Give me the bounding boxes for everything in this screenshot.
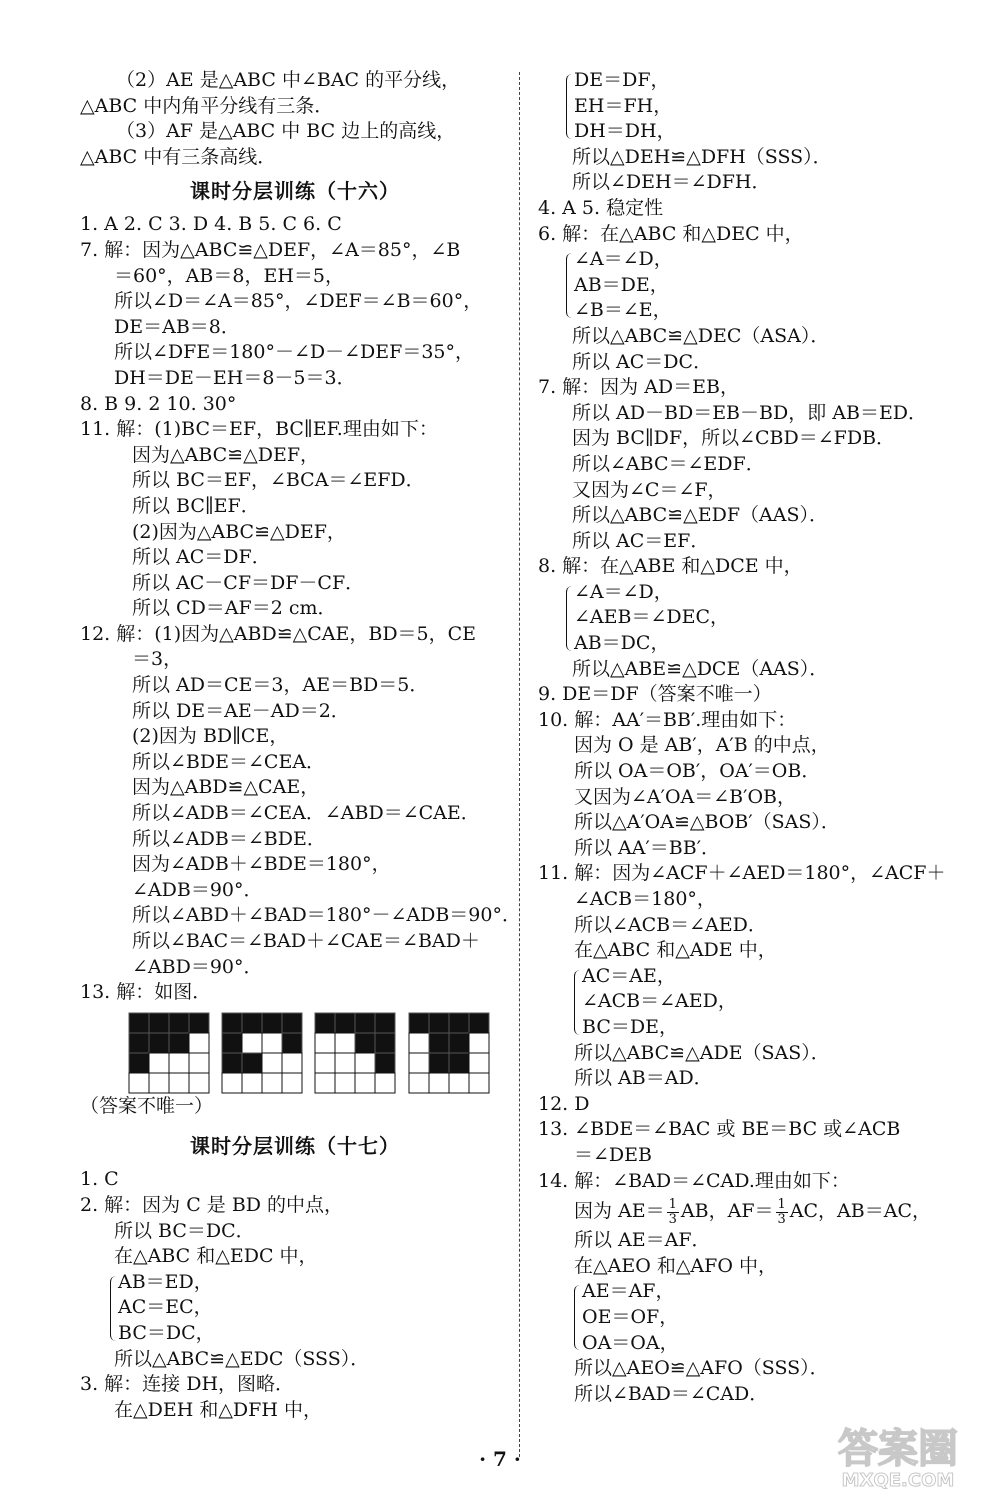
fraction-numerator: 1 <box>777 1196 786 1212</box>
grid-cell-filled <box>429 1053 449 1073</box>
grid-cell-filled <box>469 1013 489 1033</box>
grid-cell-filled <box>129 1013 149 1033</box>
text-line: DE＝AB＝8． <box>114 315 240 338</box>
text-line: 13. ∠BDE＝∠BAC 或 BE＝BC 或∠ACB <box>538 1118 901 1141</box>
grid-cell-filled <box>355 1013 375 1033</box>
text-line: 所以△ABC≌△ADE（SAS）． <box>574 1041 830 1064</box>
grid-cell-filled <box>282 1033 302 1053</box>
grid-cell-empty <box>189 1073 209 1093</box>
text-line: 9. DE＝DF（答案不唯一） <box>538 683 772 706</box>
text-line: 所以 OA＝OB′，OA′＝OB． <box>574 760 821 783</box>
grid-cell-empty <box>409 1053 429 1073</box>
text-line: 所以 BC∥EF． <box>132 494 260 517</box>
text-line: 在△ABC 和△ADE 中， <box>574 939 777 962</box>
section-heading-17: 课时分层训练（十七） <box>190 1134 400 1159</box>
text-line: 在△ABC 和△EDC 中， <box>114 1245 318 1268</box>
grid-cell-empty <box>469 1073 489 1093</box>
grid-cell-filled <box>409 1013 429 1033</box>
text-line: 8. 解：在△ABE 和△DCE 中， <box>538 555 803 578</box>
left-column <box>80 68 521 1423</box>
grid-cell-empty <box>282 1053 302 1073</box>
text-line: 所以 DE＝AE－AD＝2． <box>132 699 350 722</box>
grid-cell-empty <box>149 1053 169 1073</box>
text-line: 7. 解：因为 AD＝EB， <box>538 376 739 399</box>
text-line: (2)因为 BD∥CE， <box>132 725 289 748</box>
text-line: 所以∠BAC＝∠BAD＋∠CAE＝∠BAD＋ <box>132 930 480 952</box>
text-line: △ABC 中有三条高线． <box>80 145 277 168</box>
grid-figure-1 <box>128 1012 210 1094</box>
text-line: ∠ACB＝∠AED， <box>582 990 737 1013</box>
text-fragment: 因为 AE＝ <box>574 1200 665 1223</box>
grid-cell-empty <box>355 1053 375 1073</box>
text-line: 所以∠ADB＝∠BDE． <box>132 827 326 850</box>
grid-cell-empty <box>409 1073 429 1093</box>
text-line: 11. 解：(1)BC＝EF，BC∥EF.理由如下： <box>80 418 438 441</box>
text-line: AB＝DE， <box>574 273 669 296</box>
text-line: BC＝DC， <box>118 1321 215 1344</box>
grid-cell-filled <box>149 1013 169 1033</box>
text-line: 所以 AD－BD＝EB－BD，即 AB＝ED． <box>572 401 928 424</box>
grid-cell-filled <box>169 1013 189 1033</box>
grid-cell-filled <box>375 1053 395 1073</box>
grid-cell-empty <box>449 1073 469 1093</box>
text-line: ∠B＝∠E， <box>574 299 672 322</box>
grid-cell-empty <box>335 1073 355 1093</box>
watermark-url: MXQE.COM <box>841 1470 955 1490</box>
text-line: （2）AE 是△ABC 中∠BAC 的平分线， <box>116 69 461 91</box>
grid-cell-filled <box>262 1013 282 1033</box>
system-brace <box>576 964 978 1041</box>
grid-cell-filled <box>222 1053 242 1073</box>
grid-cell-empty <box>469 1033 489 1053</box>
system-brace <box>568 247 978 324</box>
grid-cell-empty <box>315 1053 335 1073</box>
text-line: 所以∠ABC＝∠EDF． <box>572 452 765 475</box>
text-fragment: AC，AB＝AC， <box>789 1200 931 1223</box>
watermark-svg <box>808 1418 988 1490</box>
grid-cell-empty <box>355 1073 375 1093</box>
text-line: 所以△ABC≌△EDC（SSS）． <box>114 1347 370 1370</box>
text-line: 所以∠ACB＝∠AED． <box>574 913 767 936</box>
text-line: 12. D <box>538 1092 590 1115</box>
text-line: △ABC 中内角平分线有三条． <box>80 94 334 117</box>
grid-cell-empty <box>189 1033 209 1053</box>
text-line: BC＝DE， <box>582 1015 678 1038</box>
grid-cell-empty <box>242 1033 262 1053</box>
text-line: DH＝DE－EH＝8－5＝3． <box>114 366 356 389</box>
text-line: 14. 解：∠BAD＝∠CAD.理由如下： <box>538 1169 850 1192</box>
text-line: AB＝ED， <box>118 1270 213 1293</box>
text-line: 12. 解：(1)因为△ABD≌△CAE，BD＝5，CE <box>80 622 477 645</box>
grid-cell-filled <box>222 1013 242 1033</box>
grid-cell-filled <box>222 1033 242 1053</box>
grid-cell-filled <box>449 1053 469 1073</box>
grid-cell-empty <box>409 1033 429 1053</box>
system-brace <box>112 1270 510 1347</box>
watermark-logo <box>808 1418 988 1490</box>
text-line: EH＝FH， <box>574 94 673 117</box>
text-line: 7. 解：因为△ABC≌△DEF，∠A＝85°，∠B <box>80 238 461 261</box>
text-line: 1. C <box>80 1168 119 1191</box>
text-line: 所以 AC＝EF． <box>572 529 710 552</box>
text-line: 因为 O 是 AB′，A′B 的中点， <box>574 734 830 757</box>
grid-svg <box>221 1012 303 1094</box>
text-line: ∠AEB＝∠DEC， <box>574 606 730 629</box>
system-brace <box>568 580 978 657</box>
text-line: 11. 解：因为∠ACF＋∠AED＝180°，∠ACF＋ <box>538 862 946 885</box>
text-line: 所以 AC＝DC． <box>572 350 713 373</box>
grid-cell-empty <box>282 1073 302 1093</box>
grid-cell-empty <box>222 1073 242 1093</box>
text-line: 所以∠BDE＝∠CEA． <box>132 750 326 773</box>
grid-cell-filled <box>129 1053 149 1073</box>
text-fragment: AB，AF＝ <box>680 1200 774 1223</box>
text-line: ＝∠DEB <box>574 1143 652 1166</box>
grid-cell-filled <box>335 1013 355 1033</box>
text-line: ∠ADB＝90°． <box>132 878 263 901</box>
text-line: 所以 BC＝EF，∠BCA＝∠EFD． <box>132 469 425 492</box>
text-line: 所以 AE＝AF． <box>574 1229 711 1252</box>
right-column <box>538 68 978 1407</box>
grid-figures <box>80 1006 510 1094</box>
grid-cell-filled <box>429 1033 449 1053</box>
text-line: DE＝DF， <box>574 69 670 91</box>
text-line: 所以 AC－CF＝DF－CF． <box>132 571 365 594</box>
grid-cell-filled <box>189 1013 209 1033</box>
grid-cell-filled <box>242 1053 262 1073</box>
text-line: ∠A＝∠D， <box>574 580 673 603</box>
grid-cell-empty <box>262 1073 282 1093</box>
fraction-denominator: 3 <box>668 1211 677 1227</box>
grid-cell-filled <box>242 1013 262 1033</box>
text-line: 所以∠DEH＝∠DFH． <box>572 171 771 194</box>
grid-cell-empty <box>169 1073 189 1093</box>
text-line: ＝60°，AB＝8，EH＝5， <box>114 264 344 287</box>
text-line: 所以△DEH≌△DFH（SSS）． <box>572 145 832 168</box>
grid-cell-filled <box>355 1033 375 1053</box>
text-line: 13. 解：如图． <box>80 981 212 1004</box>
text-line: ∠A＝∠D， <box>574 248 673 271</box>
grid-cell-empty <box>262 1033 282 1053</box>
grid-cell-filled <box>282 1013 302 1033</box>
grid-cell-filled <box>375 1033 395 1053</box>
grid-cell-empty <box>169 1053 189 1073</box>
watermark-text: 答案圈 <box>838 1426 958 1472</box>
text-line: 所以∠ADB＝∠CEA．∠ABD＝∠CAE． <box>132 802 480 825</box>
text-line: AB＝DC， <box>574 632 670 655</box>
text-line: ∠ABD＝90°． <box>132 955 263 978</box>
text-line: AC＝AE， <box>582 964 676 987</box>
text-line: 所以 AC＝DF． <box>132 546 271 569</box>
system-brace <box>568 68 978 145</box>
column-divider <box>519 72 520 1457</box>
grid-cell-empty <box>469 1053 489 1073</box>
grid-cell-filled <box>449 1013 469 1033</box>
grid-svg <box>128 1012 210 1094</box>
grid-cell-empty <box>335 1053 355 1073</box>
grid-cell-filled <box>169 1033 189 1053</box>
fraction-denominator: 3 <box>777 1211 786 1227</box>
text-line: (2)因为△ABC≌△DEF， <box>132 520 346 543</box>
text-line: 在△DEH 和△DFH 中， <box>114 1398 322 1421</box>
grid-figure-3 <box>314 1012 396 1094</box>
text-line: 3. 解：连接 DH，图略． <box>80 1373 295 1396</box>
grid-cell-empty <box>315 1073 335 1093</box>
grid-cell-empty <box>129 1073 149 1093</box>
text-line: 因为△ABC≌△DEF， <box>132 443 320 466</box>
text-line: 所以△A′OA≌△BOB′（SAS）． <box>574 811 840 834</box>
text-line: 在△AEO 和△AFO 中， <box>574 1254 777 1277</box>
grid-svg <box>314 1012 396 1094</box>
grid-note: （答案不唯一） <box>80 1094 214 1117</box>
text-line: 所以 AD＝CE＝3，AE＝BD＝5． <box>132 674 429 697</box>
grid-cell-filled <box>449 1033 469 1053</box>
section-heading-16: 课时分层训练（十六） <box>190 179 400 204</box>
text-line: DH＝DH， <box>574 120 676 143</box>
text-line: AC＝EC， <box>118 1296 213 1319</box>
text-line: 1. A 2. C 3. D 4. B 5. C 6. C <box>80 213 342 236</box>
text-line: 所以 AA′＝BB′． <box>574 836 721 859</box>
grid-cell-empty <box>335 1033 355 1053</box>
text-line: 所以 CD＝AF＝2 cm． <box>132 597 337 620</box>
grid-cell-empty <box>375 1073 395 1093</box>
text-line: 所以△ABE≌△DCE（AAS）． <box>572 657 829 680</box>
grid-cell-filled <box>429 1013 449 1033</box>
text-line: ＝3， <box>132 648 183 671</box>
text-line: 所以∠ABD＋∠BAD＝180°－∠ADB＝90°． <box>132 904 521 927</box>
fraction-one-third <box>667 1198 679 1227</box>
text-line: AE＝AF， <box>582 1280 675 1303</box>
grid-figure-2 <box>221 1012 303 1094</box>
text-line: 又因为∠C＝∠F， <box>572 478 727 501</box>
text-line: 2. 解：因为 C 是 BD 的中点， <box>80 1193 344 1216</box>
grid-cell-filled <box>375 1013 395 1033</box>
text-line: 所以∠DFE＝180°－∠D－∠DEF＝35°， <box>114 341 475 364</box>
text-line: 因为 BC∥DF，所以∠CBD＝∠FDB． <box>572 427 896 450</box>
fraction-numerator: 1 <box>668 1196 677 1212</box>
text-line: 所以△AEO≌△AFO（SSS）． <box>574 1357 829 1380</box>
system-brace <box>576 1279 978 1356</box>
grid-cell-empty <box>429 1073 449 1093</box>
text-line: 所以∠D＝∠A＝85°，∠DEF＝∠B＝60°， <box>114 290 483 313</box>
fraction-one-third <box>776 1198 788 1227</box>
fraction-line <box>538 1194 978 1228</box>
grid-cell-empty <box>242 1073 262 1093</box>
text-line: 因为∠ADB＋∠BDE＝180°， <box>132 853 391 876</box>
text-line: （3）AF 是△ABC 中 BC 边上的高线， <box>116 120 456 143</box>
grid-cell-empty <box>189 1053 209 1073</box>
grid-cell-filled <box>315 1013 335 1033</box>
text-line: 10. 解：AA′＝BB′.理由如下： <box>538 708 797 731</box>
grid-cell-empty <box>315 1033 335 1053</box>
grid-cell-filled <box>149 1033 169 1053</box>
grid-cell-filled <box>129 1033 149 1053</box>
grid-svg <box>408 1012 490 1094</box>
text-line: 所以 AB＝AD． <box>574 1067 713 1090</box>
text-line: 因为△ABD≌△CAE， <box>132 776 320 799</box>
text-line: 所以∠BAD＝∠CAD． <box>574 1382 769 1405</box>
text-line: OE＝OF， <box>582 1305 679 1328</box>
page-number: · 7 · <box>479 1447 521 1471</box>
text-line: 又因为∠A′OA＝∠B′OB， <box>574 785 796 808</box>
text-line: 所以△ABC≌△DEC（ASA）． <box>572 324 830 347</box>
text-line: 所以△ABC≌△EDF（AAS）． <box>572 504 828 527</box>
text-line: 4. A 5. 稳定性 <box>538 196 664 219</box>
text-line: 8. B 9. 2 10. 30° <box>80 392 237 415</box>
grid-figure-4 <box>408 1012 490 1094</box>
text-line: 所以 BC＝DC． <box>114 1219 255 1242</box>
text-line: OA＝OA， <box>582 1331 679 1354</box>
text-line: 6. 解：在△ABC 和△DEC 中， <box>538 222 804 245</box>
text-line: ∠ACB＝180°， <box>574 888 716 910</box>
grid-cell-empty <box>262 1053 282 1073</box>
grid-cell-empty <box>149 1073 169 1093</box>
